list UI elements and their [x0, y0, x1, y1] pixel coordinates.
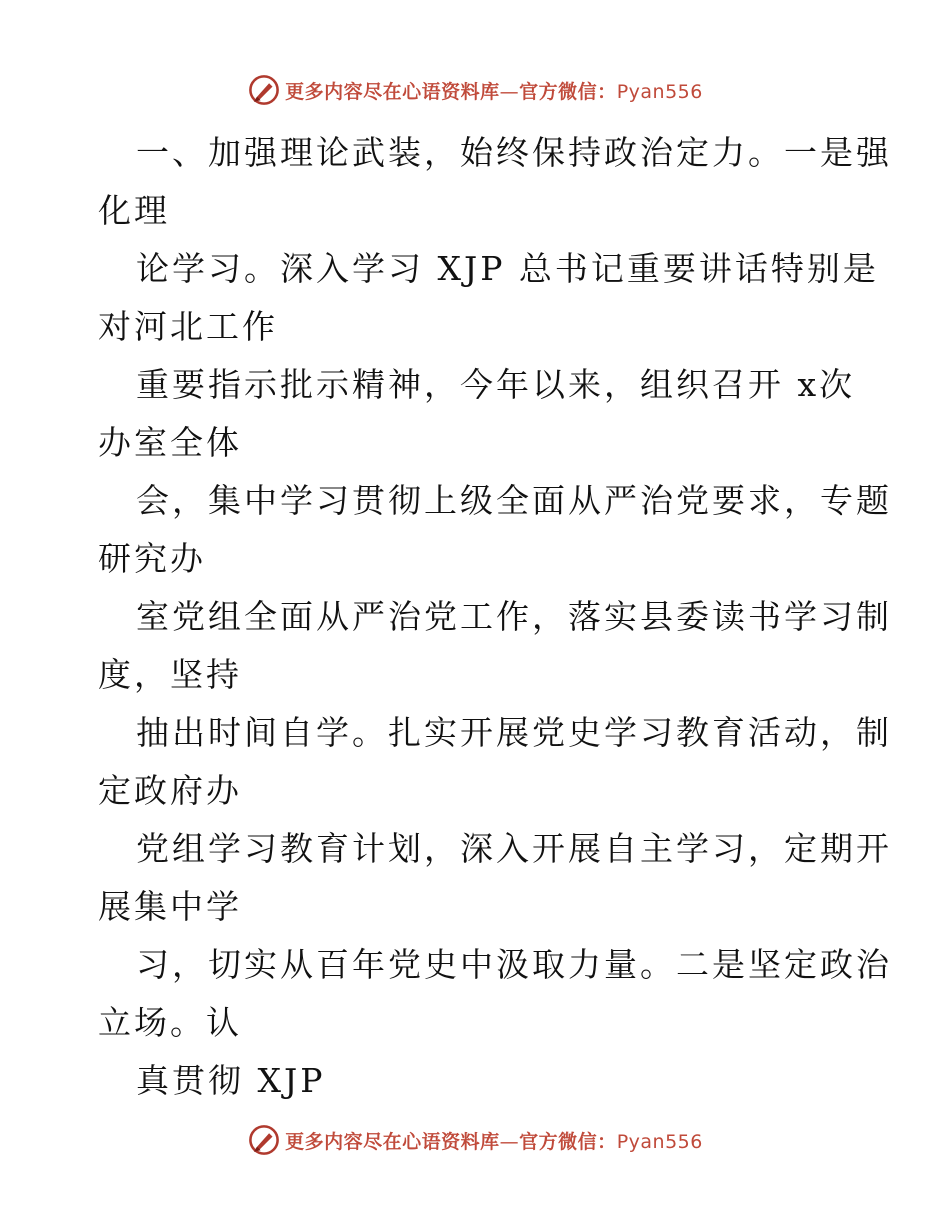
banner-account: Pyan556 [616, 80, 703, 103]
banner-wechat-label: 官方微信： [519, 80, 617, 103]
text-line: 化理 [98, 191, 170, 230]
pen-logo-icon [247, 73, 281, 107]
text-line: 真贯彻 XJP [136, 1061, 326, 1100]
text-line: 研究办 [98, 539, 206, 578]
banner-site-name: 更多内容尽在心语资料库 [285, 1130, 500, 1153]
text-line: 立场。认 [98, 1003, 242, 1042]
banner-dash: — [499, 1130, 520, 1153]
banner-site-name: 更多内容尽在心语资料库 [285, 80, 500, 103]
text-line: 度，坚持 [98, 655, 242, 694]
pen-logo-icon [247, 1123, 281, 1157]
text-line: 一、加强理论武装，始终保持政治定力。一是强 [136, 133, 892, 172]
text-line: 对河北工作 [98, 307, 278, 346]
text-line: 重要指示批示精神，今年以来，组织召开 x次 [136, 365, 856, 404]
text-line: 展集中学 [98, 887, 242, 926]
text-line: 定政府办 [98, 771, 242, 810]
text-line: 室党组全面从严治党工作，落实县委读书学习制 [136, 597, 892, 636]
text-line: 习，切实从百年党史中汲取力量。二是坚定政治 [136, 945, 892, 984]
text-line: 办室全体 [98, 423, 242, 462]
banner-dash: — [499, 80, 520, 103]
text-line: 论学习。深入学习 XJP 总书记重要讲话特别是 [136, 249, 879, 288]
header-banner [0, 70, 950, 110]
document-body [98, 124, 892, 1110]
text-line: 党组学习教育计划，深入开展自主学习，定期开 [136, 829, 892, 868]
banner-account: Pyan556 [616, 1130, 703, 1153]
footer-banner [0, 1120, 950, 1160]
text-line: 抽出时间自学。扎实开展党史学习教育活动，制 [136, 713, 892, 752]
banner-wechat-label: 官方微信： [519, 1130, 617, 1153]
text-line: 会，集中学习贯彻上级全面从严治党要求，专题 [136, 481, 892, 520]
